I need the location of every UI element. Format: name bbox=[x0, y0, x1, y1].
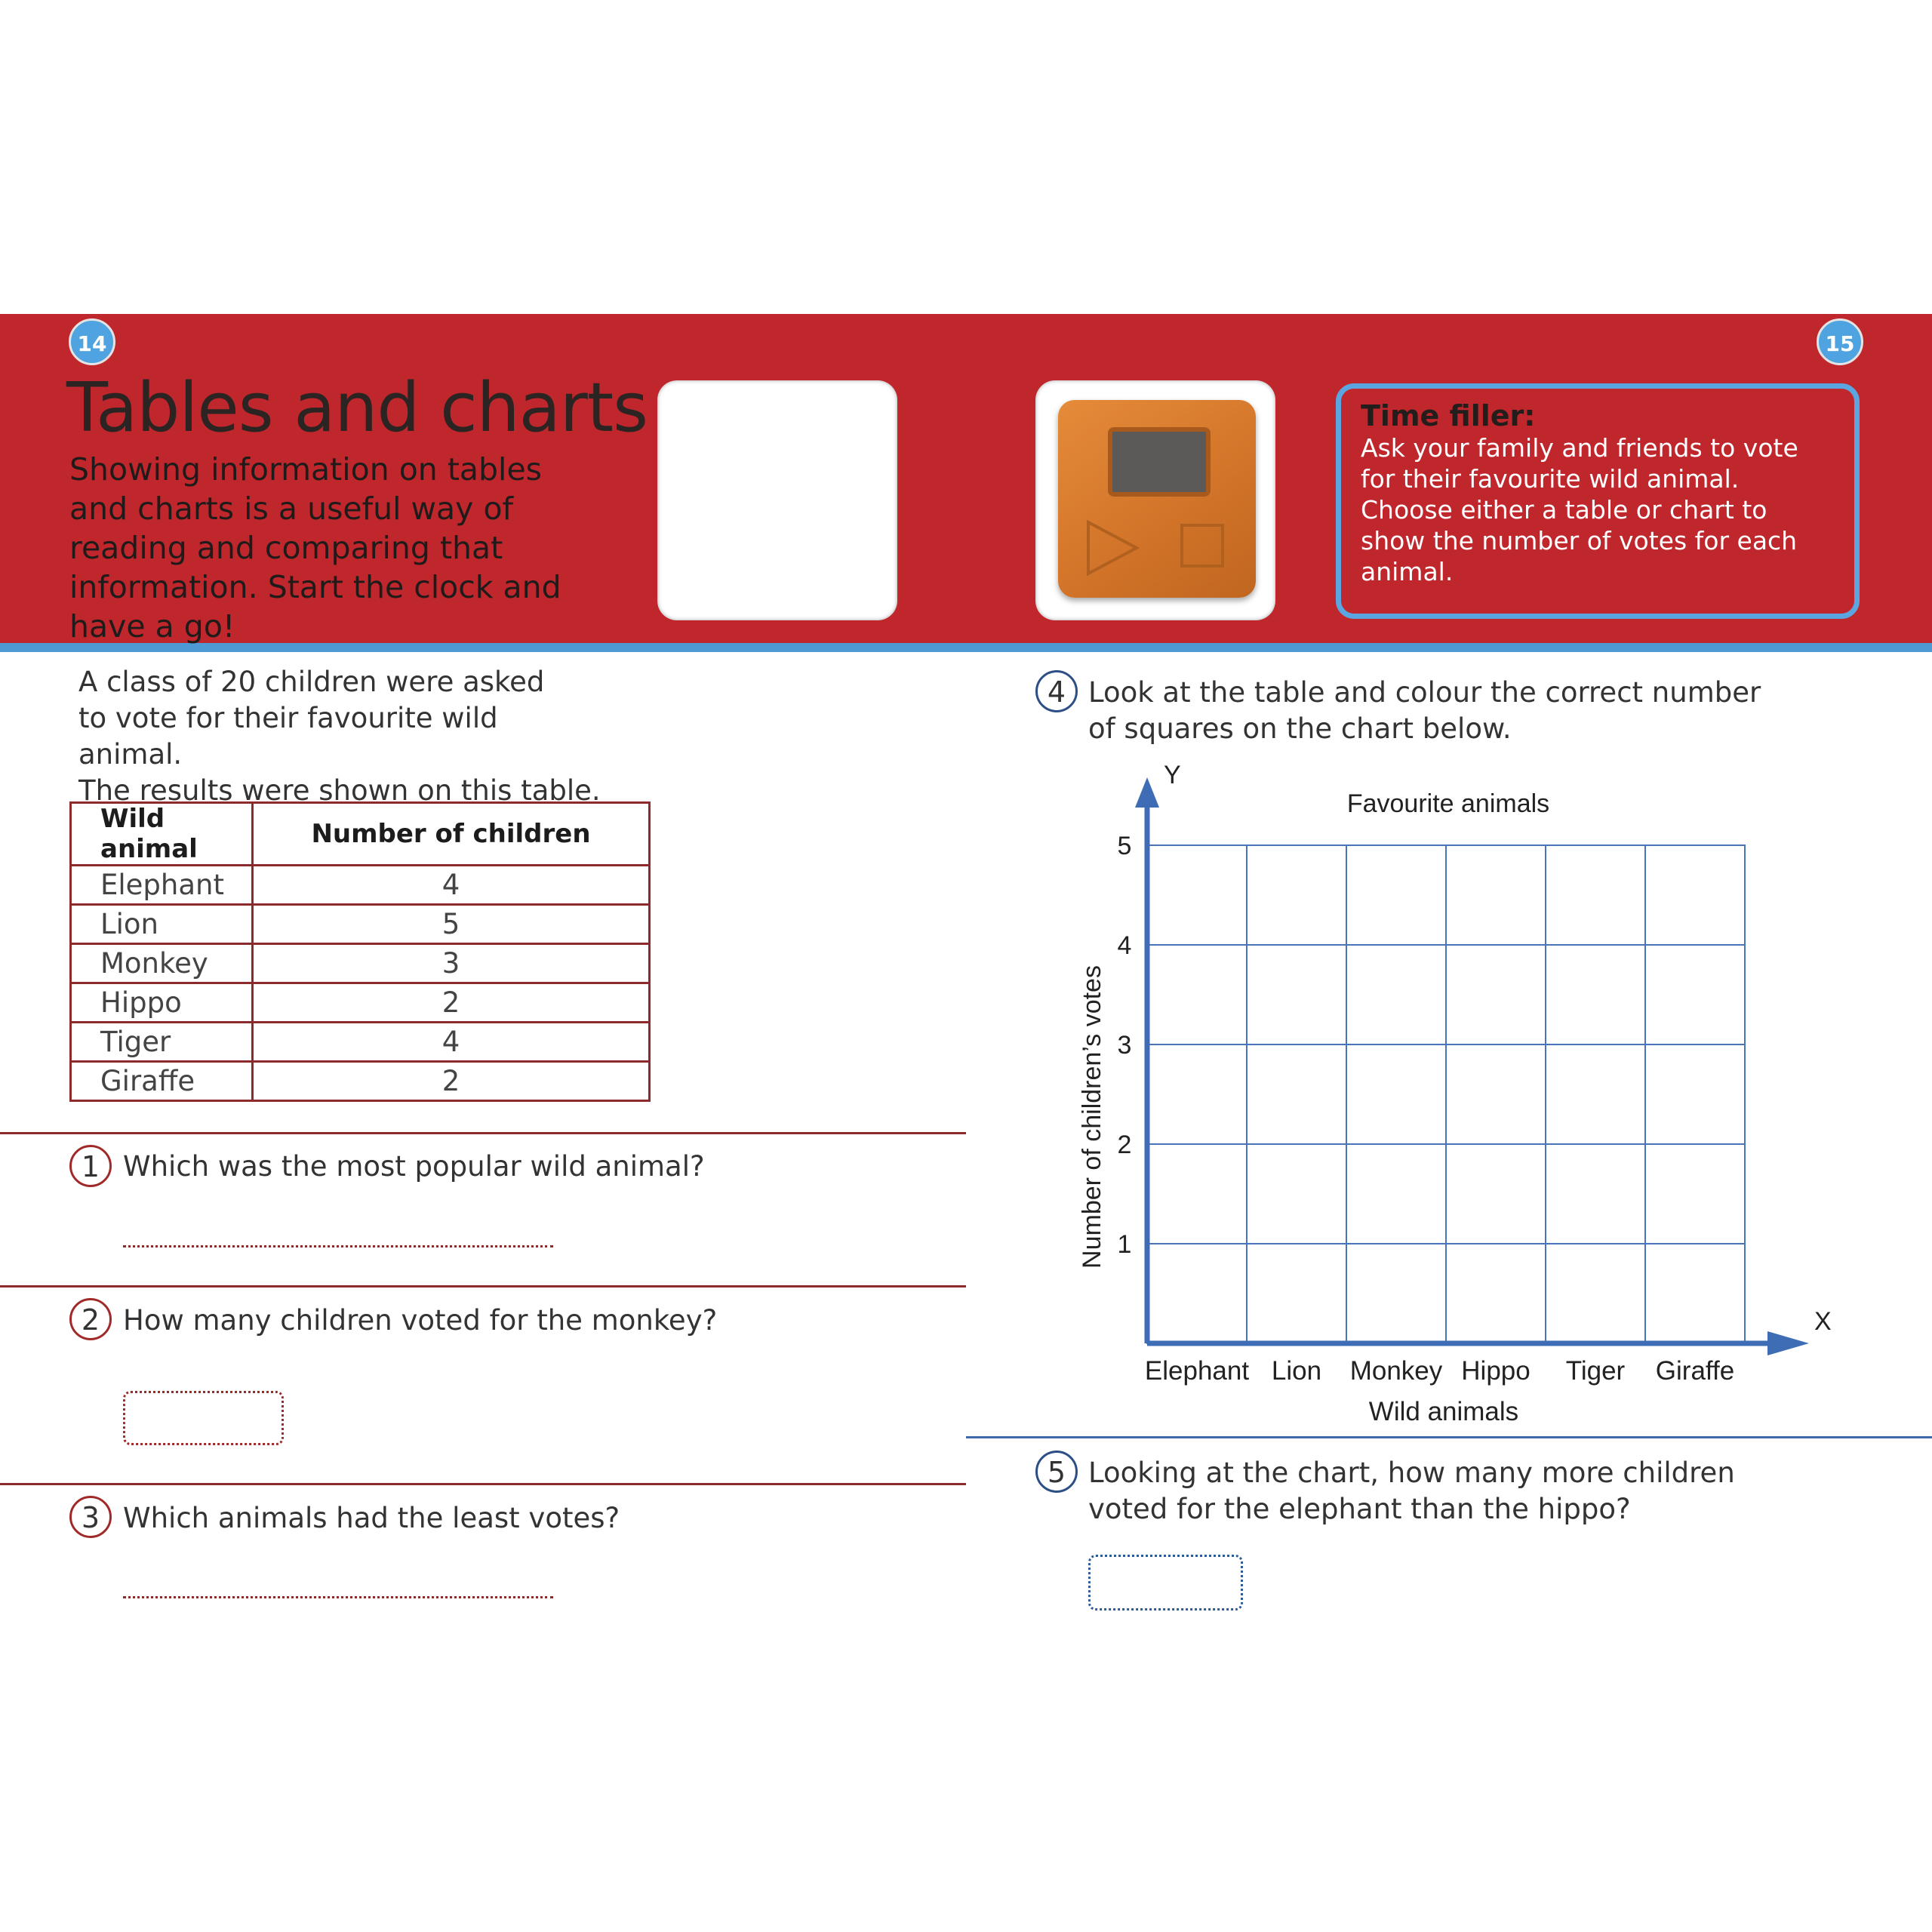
x-tick-label: Monkey bbox=[1349, 1356, 1443, 1386]
question-3-text: Which animals had the least votes? bbox=[123, 1502, 620, 1534]
grid-square[interactable] bbox=[1446, 945, 1546, 1044]
grid-square[interactable] bbox=[1247, 1144, 1346, 1244]
grid-square[interactable] bbox=[1446, 845, 1546, 945]
grid-square[interactable] bbox=[1645, 1244, 1745, 1343]
lead-line: A class of 20 children were asked bbox=[78, 666, 545, 698]
y-tick-label: 5 bbox=[1117, 832, 1132, 860]
grid-square[interactable] bbox=[1346, 845, 1446, 945]
grid-square[interactable] bbox=[1645, 1144, 1745, 1244]
section-divider bbox=[966, 1436, 1932, 1438]
animal-cell: Giraffe bbox=[71, 1062, 253, 1101]
x-tick-label: Giraffe bbox=[1655, 1356, 1735, 1386]
table-row bbox=[71, 1023, 650, 1062]
grid-square[interactable] bbox=[1247, 845, 1346, 945]
votes-table bbox=[69, 801, 651, 1102]
animal-cell: Tiger bbox=[71, 1023, 253, 1062]
right-page-number: 15 bbox=[1817, 318, 1863, 365]
lead-text bbox=[78, 664, 607, 809]
question-4-line: Look at the table and colour the correct number bbox=[1088, 676, 1761, 709]
table-header-row bbox=[71, 803, 650, 866]
animal-cell: Elephant bbox=[71, 866, 253, 905]
grid-square[interactable] bbox=[1645, 945, 1745, 1044]
x-tick-label: Hippo bbox=[1461, 1356, 1531, 1386]
question-4-text bbox=[1088, 675, 1761, 747]
grid-square[interactable] bbox=[1645, 845, 1745, 945]
grid-square[interactable] bbox=[1546, 945, 1645, 1044]
grid-square[interactable] bbox=[1346, 1144, 1446, 1244]
animal-cell: Lion bbox=[71, 905, 253, 944]
question-5-line: voted for the elephant than the hippo? bbox=[1088, 1493, 1631, 1525]
count-cell: 4 bbox=[253, 1023, 650, 1062]
count-cell: 5 bbox=[253, 905, 650, 944]
grid-square[interactable] bbox=[1147, 1244, 1247, 1343]
timer-device[interactable] bbox=[1058, 400, 1256, 598]
question-5-number: 5 bbox=[1035, 1451, 1078, 1493]
question-4-number: 4 bbox=[1035, 670, 1078, 712]
grid-square[interactable] bbox=[1446, 1144, 1546, 1244]
grid-square[interactable] bbox=[1346, 1244, 1446, 1343]
question-1-number: 1 bbox=[69, 1145, 112, 1187]
time-filler-box bbox=[1336, 383, 1860, 619]
count-cell: 4 bbox=[253, 866, 650, 905]
chart-title: Favourite animals bbox=[1346, 789, 1550, 818]
question-3-number: 3 bbox=[69, 1496, 112, 1538]
question-1-text: Which was the most popular wild animal? bbox=[123, 1150, 705, 1183]
lead-line: to vote for their favourite wild animal. bbox=[78, 702, 498, 771]
time-filler-title: Time filler: bbox=[1361, 399, 1536, 432]
table-row bbox=[71, 905, 650, 944]
timer-screen bbox=[1108, 427, 1211, 497]
y-tick-label: 3 bbox=[1117, 1031, 1132, 1060]
grid-square[interactable] bbox=[1546, 1044, 1645, 1144]
table-row bbox=[71, 1062, 650, 1101]
grid-square[interactable] bbox=[1147, 945, 1247, 1044]
left-page-number: 14 bbox=[69, 318, 115, 365]
grid-square[interactable] bbox=[1546, 1144, 1645, 1244]
x-tick-label: Tiger bbox=[1565, 1356, 1626, 1386]
answer-5-box[interactable] bbox=[1088, 1555, 1243, 1611]
count-cell: 2 bbox=[253, 1062, 650, 1101]
play-icon[interactable] bbox=[1084, 518, 1144, 578]
grid-square[interactable] bbox=[1446, 1044, 1546, 1144]
grid-square[interactable] bbox=[1546, 1244, 1645, 1343]
x-tick-label: Elephant bbox=[1144, 1356, 1250, 1386]
lead-line: The results were shown on this table. bbox=[78, 774, 601, 807]
grid-square[interactable] bbox=[1247, 945, 1346, 1044]
answer-1-line[interactable] bbox=[123, 1245, 553, 1247]
x-axis-label: Wild animals bbox=[1368, 1397, 1519, 1426]
section-divider bbox=[0, 1483, 966, 1485]
grid-square[interactable] bbox=[1546, 845, 1645, 945]
grid-square[interactable] bbox=[1446, 1244, 1546, 1343]
favourite-animals-chart[interactable] bbox=[1057, 755, 1857, 1434]
grid-square[interactable] bbox=[1346, 1044, 1446, 1144]
table-row bbox=[71, 866, 650, 905]
x-axis-arrow-icon bbox=[1767, 1331, 1809, 1355]
x-axis-letter: X bbox=[1814, 1307, 1832, 1336]
x-tick-label: Lion bbox=[1271, 1356, 1322, 1386]
question-5-text bbox=[1088, 1455, 1735, 1527]
animal-cell: Monkey bbox=[71, 944, 253, 983]
page-title: Tables and charts bbox=[66, 368, 648, 448]
grid-square[interactable] bbox=[1346, 945, 1446, 1044]
y-tick-label: 1 bbox=[1117, 1230, 1132, 1259]
y-axis-letter: Y bbox=[1164, 761, 1181, 789]
y-tick-label: 2 bbox=[1117, 1131, 1132, 1159]
header-wild-animal: Wild animal bbox=[71, 803, 253, 866]
grid-square[interactable] bbox=[1147, 845, 1247, 945]
y-axis-arrow-icon bbox=[1135, 777, 1159, 808]
section-divider bbox=[0, 1285, 966, 1287]
y-tick-label: 4 bbox=[1117, 931, 1132, 960]
time-filler-text: Ask your family and friends to vote for their favourite wild animal. Choose either a table or chart to show the number of votes for each animal. bbox=[1361, 433, 1798, 586]
count-cell: 3 bbox=[253, 944, 650, 983]
count-cell: 2 bbox=[253, 983, 650, 1023]
question-5-line: Looking at the chart, how many more children bbox=[1088, 1457, 1735, 1489]
grid-square[interactable] bbox=[1147, 1044, 1247, 1144]
question-4-line: of squares on the chart below. bbox=[1088, 712, 1512, 745]
answer-3-line[interactable] bbox=[123, 1596, 553, 1598]
animal-cell: Hippo bbox=[71, 983, 253, 1023]
section-divider bbox=[0, 1132, 966, 1134]
header-number-of-children: Number of children bbox=[253, 803, 650, 866]
grid-square[interactable] bbox=[1247, 1044, 1346, 1144]
table-row bbox=[71, 944, 650, 983]
question-2-text: How many children voted for the monkey? bbox=[123, 1304, 718, 1337]
y-axis-label: Number of children’s votes bbox=[1078, 965, 1106, 1269]
timer-cutout-slot bbox=[657, 380, 897, 620]
stop-icon[interactable] bbox=[1180, 524, 1224, 568]
question-2-number: 2 bbox=[69, 1298, 112, 1340]
answer-2-box[interactable] bbox=[123, 1391, 284, 1445]
grid-square[interactable] bbox=[1147, 1144, 1247, 1244]
grid-square[interactable] bbox=[1645, 1044, 1745, 1144]
intro-text: Showing information on tables and charts is a useful way of reading and comparing that information. Start the clock and have a go! bbox=[69, 451, 561, 645]
table-row bbox=[71, 983, 650, 1023]
grid-square[interactable] bbox=[1247, 1244, 1346, 1343]
